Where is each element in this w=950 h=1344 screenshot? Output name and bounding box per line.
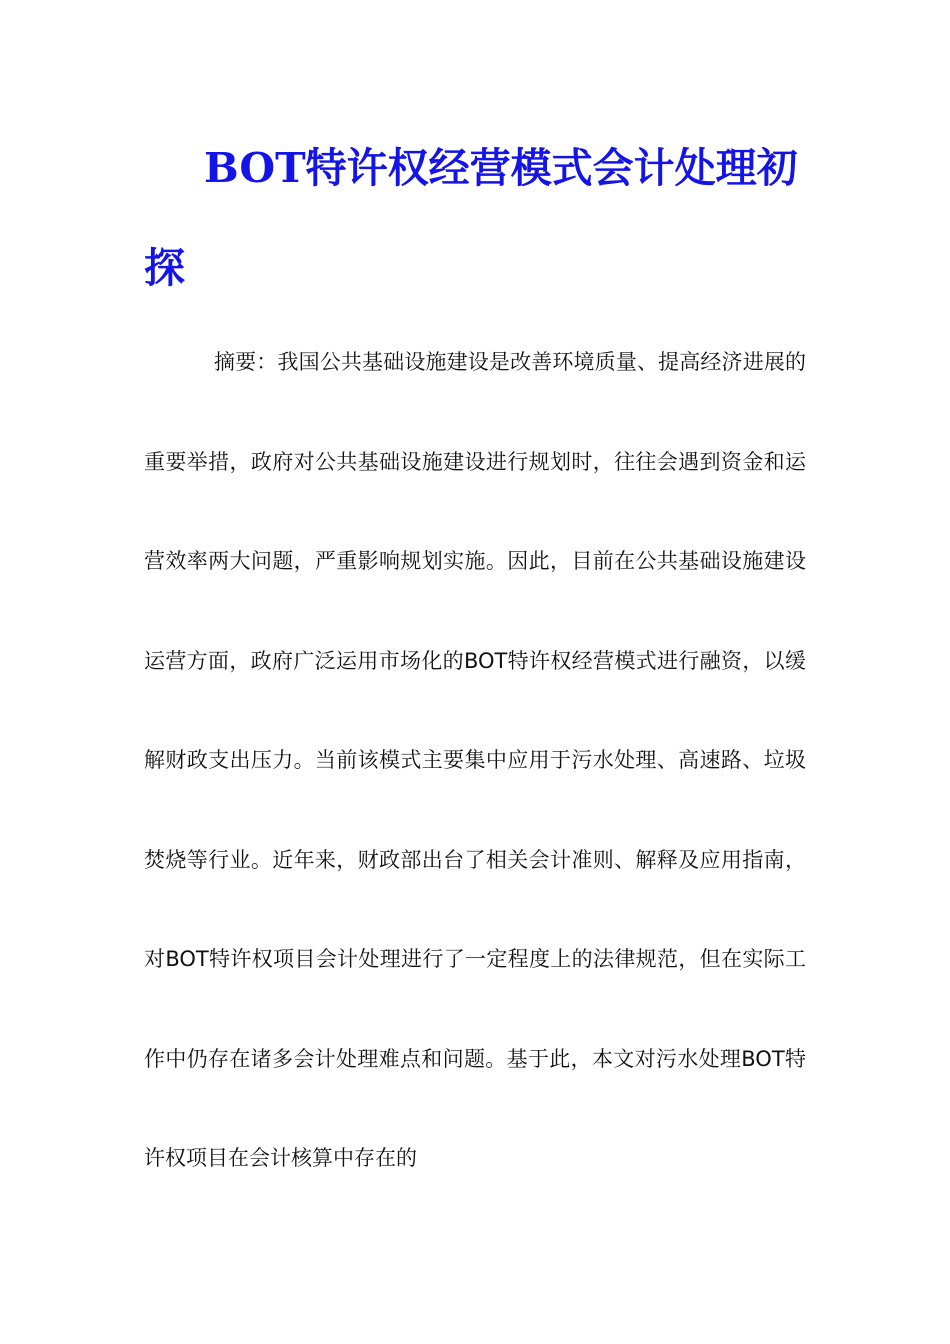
- document-title: BOT特许权经营模式会计处理初探: [144, 144, 798, 292]
- abstract-paragraph: 摘要：我国公共基础设施建设是改善环境质量、提高经济进展的重要举措，政府对公共基础设施建设进行规划时，往往会遇到资金和运营效率两大问题，严重影响规划实施。因此，目前在公共基础设施建设运营方面，政府广泛运用市场化的BOT特许权经营模式进行融资，以缓解财政支出压力。当前该模式主要集中应用于污水处理、高速路、垃圾焚烧等行业。近年来，财政部出台了相关会计准则、解释及应用指南，对BOT特许权项目会计处理进行了一定程度上的法律规范，但在实际工作中仍存在诸多会计处理难点和问题。基于此，本文对污水处理BOT特许权项目在会计核算中存在的: [144, 350, 806, 1170]
